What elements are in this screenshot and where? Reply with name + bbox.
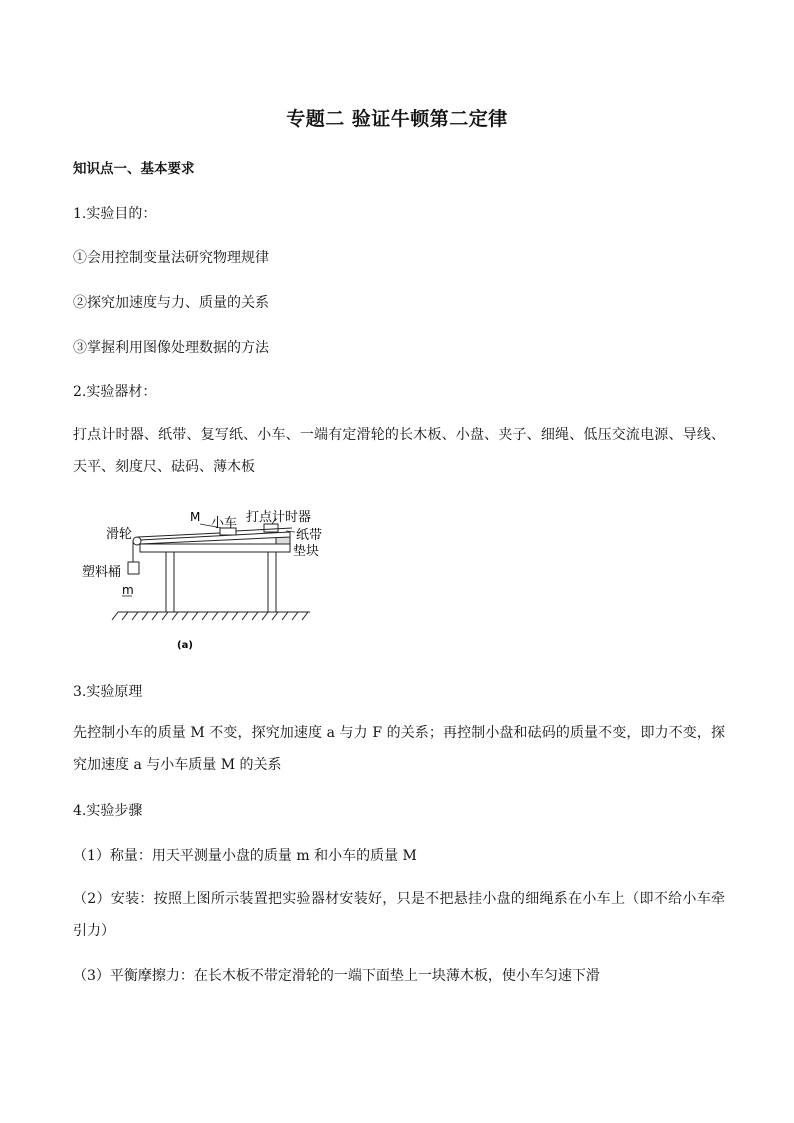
long-board	[140, 532, 290, 544]
timer	[264, 524, 278, 532]
label-timer: 打点计时器	[246, 510, 312, 525]
pulley-wheel	[133, 537, 141, 545]
step-1: （1）称量：用天平测量小盘的质量 m 和小车的质量 M	[73, 848, 417, 864]
apparatus-diagram	[80, 502, 340, 658]
label-M: M	[190, 510, 201, 524]
principle-text: 先控制小车的质量 M 不变，探究加速度 a 与力 F 的关系；再控制小盘和砝码的质量不变，即力不变，探究加速度 a 与小车质量 M 的关系	[73, 725, 725, 773]
table-leg-right	[268, 552, 276, 612]
steps-heading: 4.实验步骤	[73, 803, 143, 819]
label-cart: 小车	[211, 516, 238, 531]
purpose-item-3: ③掌握利用图像处理数据的方法	[73, 340, 269, 356]
equipment-heading: 2.实验器材：	[73, 384, 157, 400]
purpose-item-1: ①会用控制变量法研究物理规律	[73, 250, 269, 266]
label-pulley: 滑轮	[106, 527, 133, 542]
equipment-text: 打点计时器、纸带、复写纸、小车、一端有定滑轮的长木板、小盘、夹子、细绳、低压交流电源、导线、天平、刻度尺、砝码、薄木板	[73, 427, 725, 475]
figure-caption: (a)	[177, 640, 193, 651]
label-bucket: 塑料桶	[82, 565, 122, 580]
plastic-bucket	[128, 562, 139, 574]
table-top	[140, 544, 290, 552]
ground-hatch	[112, 612, 310, 620]
principle-heading: 3.实验原理	[73, 684, 143, 700]
label-tape: 纸带	[296, 528, 323, 543]
purpose-item-2: ②探究加速度与力、质量的关系	[73, 295, 269, 311]
step-2: （2）安装：按照上图所示装置把实验器材安装好，只是不把悬挂小盘的细绳系在小车上（即不给小车牵引力）	[73, 891, 725, 939]
document-title: 专题二 验证牛顿第二定律	[286, 108, 508, 130]
step-3: （3）平衡摩擦力：在长木板不带定滑轮的一端下面垫上一块薄木板，使小车匀速下滑	[73, 968, 600, 984]
label-m: m	[122, 583, 134, 597]
table-leg-left	[166, 552, 174, 612]
section-heading: 知识点一、基本要求	[73, 161, 195, 177]
label-block: 垫块	[293, 544, 320, 559]
purpose-heading: 1.实验目的：	[73, 206, 157, 222]
